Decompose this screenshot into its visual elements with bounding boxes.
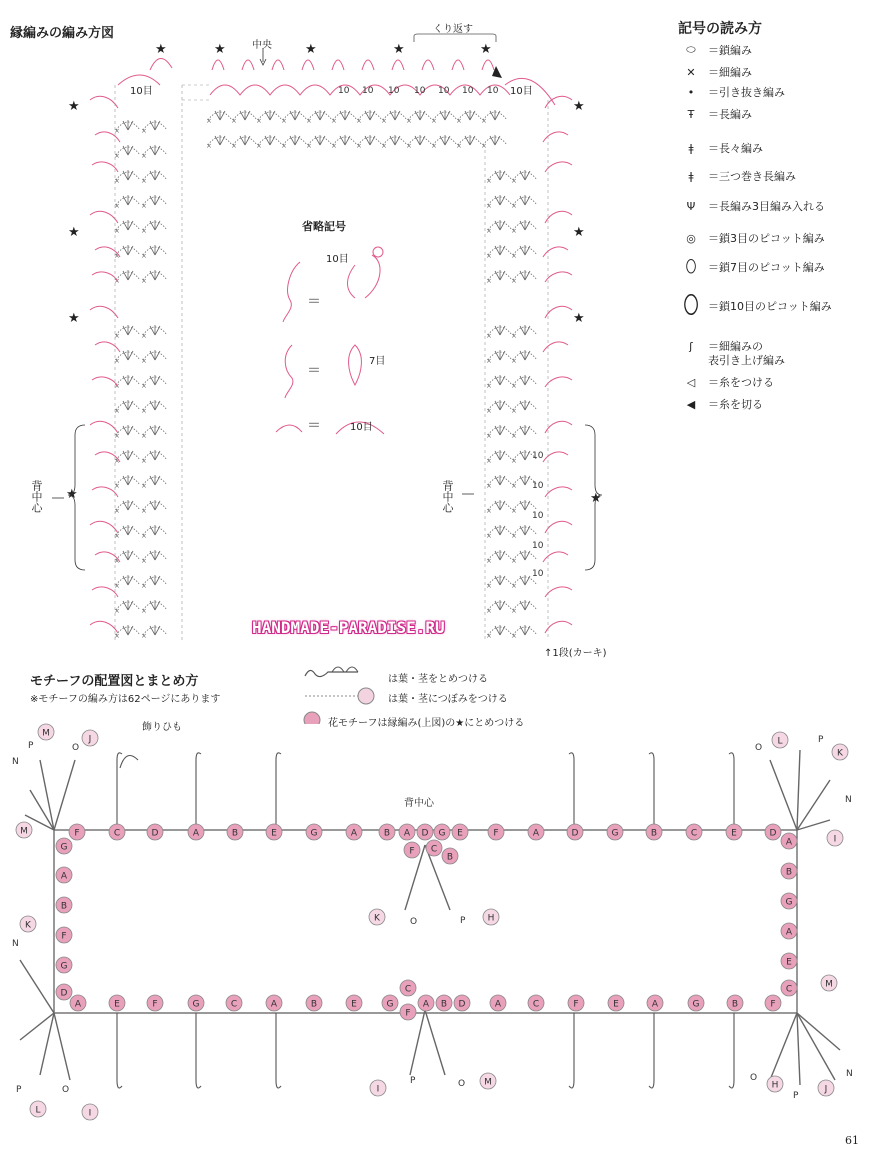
motif-E [726, 824, 742, 840]
motif-B [56, 897, 72, 913]
motif-A [647, 995, 663, 1011]
watermark: HANDMADE-PARADISE.RU [252, 618, 445, 637]
bud-label-P: P [793, 1091, 799, 1101]
abbrev-ten-me-arc: 10目 [350, 422, 373, 433]
motif-K [20, 916, 36, 932]
svg-text:F: F [152, 999, 158, 1010]
svg-text:G: G [60, 842, 68, 853]
right-picots [543, 96, 572, 633]
key3-text: 花モチーフは縁編み(上図)の★にとめつける [328, 718, 525, 729]
svg-text:H: H [771, 1080, 779, 1091]
legend-label: ＝細編みの [708, 340, 763, 353]
svg-text:B: B [731, 999, 739, 1010]
motif-D [765, 824, 781, 840]
frame [54, 830, 797, 1013]
svg-text:★: ★ [573, 99, 585, 114]
tr-icon: ǂ [688, 141, 694, 155]
legend-label: ＝長編み3目編み入れる [708, 200, 825, 213]
svg-text:A: A [532, 828, 540, 839]
svg-text:A: A [350, 828, 358, 839]
svg-text:★: ★ [68, 311, 80, 326]
svg-text:10: 10 [532, 569, 544, 579]
page-number: 61 [845, 1134, 859, 1147]
svg-text:M: M [825, 979, 833, 990]
motif-E [781, 953, 797, 969]
legend-label: ＝糸を切る [708, 398, 763, 411]
motif-D [56, 984, 72, 1000]
abbrev-symbols [276, 247, 384, 434]
motif-I [827, 830, 843, 846]
svg-text:B: B [446, 852, 454, 863]
svg-text:★: ★ [155, 42, 167, 57]
svg-text:M: M [20, 826, 28, 837]
svg-text:10: 10 [338, 86, 350, 96]
motif-G [188, 995, 204, 1011]
sc-icon: ✕ [686, 65, 696, 79]
svg-text:A: A [785, 927, 793, 938]
svg-text:＝: ＝ [307, 363, 321, 379]
motif-A [188, 824, 204, 840]
svg-text:★: ★ [573, 225, 585, 240]
svg-text:＝: ＝ [307, 418, 321, 434]
svg-text:G: G [310, 828, 318, 839]
layout-note: ※モチーフの編み方は62ページにあります [30, 694, 221, 705]
legend-item [678, 396, 763, 412]
motif-F [69, 824, 85, 840]
svg-text:10: 10 [487, 86, 499, 96]
svg-text:E: E [457, 828, 463, 839]
motif-G [56, 838, 72, 854]
repeat-bracket [414, 34, 496, 42]
motif-E [608, 995, 624, 1011]
svg-text:C: C [230, 999, 238, 1010]
svg-text:★: ★ [393, 42, 405, 57]
bud-label-P: P [410, 1076, 416, 1086]
svg-text:B: B [785, 867, 793, 878]
motif-B [306, 995, 322, 1011]
repeat-label: くり返す [433, 24, 473, 35]
motif-L [772, 732, 788, 748]
svg-text:★: ★ [66, 487, 78, 502]
equals-signs [307, 294, 321, 434]
motif-D [147, 824, 163, 840]
motif-D [567, 824, 583, 840]
svg-text:A: A [60, 871, 68, 882]
motif-J [82, 730, 98, 746]
svg-text:G: G [386, 999, 394, 1010]
svg-text:10: 10 [532, 481, 544, 491]
bud-label-P: P [28, 741, 34, 751]
legend-item [678, 140, 763, 156]
svg-text:★: ★ [68, 99, 80, 114]
motif-A [781, 833, 797, 849]
motif-C [781, 980, 797, 996]
legend-item [678, 168, 796, 184]
legend-label: ＝長編み [708, 108, 752, 121]
svg-text:K: K [25, 920, 31, 931]
legend-item [678, 198, 825, 214]
motif-C [528, 995, 544, 1011]
motif-F [147, 995, 163, 1011]
motif-A [266, 995, 282, 1011]
motif-F [56, 927, 72, 943]
legend-item [678, 64, 752, 80]
legend-label-line2: 表引き上げ編み [708, 354, 785, 367]
legend-item [678, 106, 752, 122]
svg-text:B: B [650, 828, 658, 839]
motif-I [82, 1104, 98, 1120]
svg-text:G: G [611, 828, 619, 839]
svg-text:D: D [458, 999, 466, 1010]
motif-F [400, 1004, 416, 1020]
motif-G [306, 824, 322, 840]
motif-E [346, 995, 362, 1011]
svg-text:B: B [383, 828, 391, 839]
motif-E [266, 824, 282, 840]
svg-text:A: A [74, 999, 82, 1010]
motif-M [821, 975, 837, 991]
motif-A [56, 867, 72, 883]
legend-item [678, 230, 825, 246]
center-label: 中央 [252, 40, 272, 51]
legend-label: ＝鎖編み [708, 44, 752, 57]
svg-text:★: ★ [573, 311, 585, 326]
svg-text:＝: ＝ [307, 294, 321, 310]
abbrev-ten-me: 10目 [326, 254, 349, 265]
bud-label-P: P [818, 735, 824, 745]
motif-B [442, 848, 458, 864]
picot10-icon: ⬯ [682, 290, 700, 320]
svg-text:E: E [731, 828, 737, 839]
layout-back-center: 背中心 [404, 798, 434, 809]
motif-H [483, 909, 499, 925]
motif-B [646, 824, 662, 840]
svg-text:C: C [404, 984, 412, 995]
motif-F [568, 995, 584, 1011]
svg-text:10: 10 [462, 86, 474, 96]
motif-B [379, 824, 395, 840]
bud-label-O: O [62, 1085, 70, 1095]
svg-text:A: A [192, 828, 200, 839]
dtr-icon: ǂ [688, 169, 694, 183]
bud-label-O: O [750, 1073, 758, 1083]
svg-text:D: D [571, 828, 579, 839]
svg-text:★: ★ [480, 42, 492, 57]
legend-label: ＝細編み [708, 66, 752, 79]
svg-text:E: E [351, 999, 357, 1010]
svg-text:G: G [785, 897, 793, 908]
motif-M [16, 822, 32, 838]
motif-I [370, 1080, 386, 1096]
cut-icon: ◀ [686, 397, 696, 411]
legend-item [678, 290, 832, 321]
svg-text:E: E [271, 828, 277, 839]
picot7-icon: ⬯ [685, 256, 697, 277]
motif-H [767, 1076, 783, 1092]
legend-label: ＝鎖3目のピコット編み [708, 232, 825, 245]
svg-text:10: 10 [532, 541, 544, 551]
svg-text:L: L [777, 736, 783, 747]
motif-M [38, 724, 54, 740]
svg-text:F: F [493, 828, 499, 839]
motif-A [490, 995, 506, 1011]
motif-G [781, 893, 797, 909]
right-column-fans [486, 170, 537, 640]
motif-C [226, 995, 242, 1011]
motif-E [452, 824, 468, 840]
svg-text:L: L [35, 1105, 41, 1116]
key2-text: は葉・茎につぼみをつける [388, 694, 508, 705]
bud-label-P: P [460, 916, 466, 926]
motif-G [382, 995, 398, 1011]
motif-layout [0, 720, 869, 1140]
svg-text:B: B [310, 999, 318, 1010]
svg-text:H: H [487, 913, 495, 924]
bud-label-O: O [410, 917, 418, 927]
svg-text:K: K [374, 913, 380, 924]
motif-B [227, 824, 243, 840]
svg-text:A: A [422, 999, 430, 1010]
bud-label-P: P [16, 1085, 22, 1095]
motif-E [109, 995, 125, 1011]
dc-icon: Ŧ [687, 107, 695, 121]
svg-text:I: I [833, 834, 837, 845]
legend-item [678, 374, 774, 390]
motif-A [399, 824, 415, 840]
layout-title: モチーフの配置図とまとめ方 [30, 674, 199, 689]
bud-label-O: O [458, 1079, 466, 1089]
svg-text:A: A [494, 999, 502, 1010]
motif-A [346, 824, 362, 840]
svg-text:E: E [786, 957, 792, 968]
slip-icon: • [687, 85, 695, 99]
motif-D [454, 995, 470, 1011]
bud-label-O: O [72, 743, 80, 753]
motif-K [832, 744, 848, 760]
motif-L [30, 1101, 46, 1117]
bud-label-N: N [846, 1069, 853, 1079]
bud-label-N: N [845, 795, 852, 805]
svg-text:G: G [60, 961, 68, 972]
row1-label: ↑1段(カーキ) [544, 648, 607, 659]
svg-text:G: G [692, 999, 700, 1010]
svg-text:10: 10 [362, 86, 374, 96]
svg-text:I: I [88, 1108, 92, 1119]
key1-text: は葉・茎をとめつける [388, 674, 488, 685]
svg-text:J: J [824, 1084, 828, 1095]
cord-label: 飾りひも [142, 722, 182, 733]
ten-me-label-right: 10目 [510, 86, 533, 97]
motif-A [781, 923, 797, 939]
chain-icon: ⬭ [686, 43, 696, 56]
svg-text:M: M [484, 1077, 492, 1088]
chart-title: 縁編みの編み方図 [10, 26, 115, 41]
motif-D [417, 824, 433, 840]
svg-text:10: 10 [438, 86, 450, 96]
svg-text:M: M [42, 728, 50, 739]
join-icon: ◁ [686, 375, 696, 389]
svg-text:10: 10 [532, 451, 544, 461]
legend-item [678, 42, 752, 58]
svg-text:C: C [532, 999, 540, 1010]
motif-F [765, 995, 781, 1011]
svg-text:K: K [837, 748, 843, 759]
svg-text:D: D [60, 988, 68, 999]
guide-lines [115, 85, 548, 640]
svg-text:A: A [270, 999, 278, 1010]
motif-A [70, 995, 86, 1011]
svg-text:★: ★ [68, 225, 80, 240]
motif-K [369, 909, 385, 925]
abbrev-title: 省略記号 [302, 220, 346, 233]
dc3-icon: Ψ [686, 199, 696, 213]
motif-A [528, 824, 544, 840]
motif-M [480, 1073, 496, 1089]
branches [20, 750, 840, 1085]
svg-text:A: A [403, 828, 411, 839]
svg-text:C: C [430, 844, 438, 855]
svg-text:★: ★ [305, 42, 317, 57]
ten-me-label-left: 10目 [130, 86, 153, 97]
svg-text:10: 10 [414, 86, 426, 96]
motif-C [109, 824, 125, 840]
bud-label-N: N [12, 939, 19, 949]
motif-J [818, 1080, 834, 1096]
svg-text:G: G [438, 828, 446, 839]
svg-text:F: F [405, 1008, 411, 1019]
legend-label: ＝三つ巻き長編み [708, 170, 796, 183]
svg-text:J: J [88, 734, 92, 745]
top-band-fans [206, 110, 507, 150]
motif-C [426, 840, 442, 856]
abbrev-seven-me: 7目 [369, 356, 386, 367]
svg-text:F: F [573, 999, 579, 1010]
left-column-fans [114, 120, 167, 640]
svg-text:B: B [60, 901, 68, 912]
legend-item [678, 256, 825, 277]
motif-B [727, 995, 743, 1011]
motif-B [781, 863, 797, 879]
legend-label: ＝糸をつける [708, 376, 774, 389]
fpsc-icon: ʃ [689, 339, 693, 353]
motif-A [418, 995, 434, 1011]
legend-title: 記号の読み方 [678, 21, 762, 37]
svg-text:F: F [61, 931, 67, 942]
svg-text:F: F [409, 846, 415, 857]
bud-label-N: N [12, 757, 19, 767]
svg-text:★: ★ [214, 42, 226, 57]
svg-text:A: A [651, 999, 659, 1010]
svg-text:B: B [440, 999, 448, 1010]
legend-item [678, 84, 785, 100]
svg-text:E: E [114, 999, 120, 1010]
motif-F [404, 842, 420, 858]
svg-text:★: ★ [590, 491, 602, 506]
svg-text:B: B [231, 828, 239, 839]
motif-B [436, 995, 452, 1011]
motif-F [488, 824, 504, 840]
svg-text:F: F [770, 999, 776, 1010]
cords [117, 753, 734, 1088]
motif-G [434, 824, 450, 840]
legend-item [678, 338, 785, 367]
svg-text:C: C [113, 828, 121, 839]
motif-C [686, 824, 702, 840]
legend-label: ＝鎖7目のピコット編み [708, 260, 825, 274]
svg-text:F: F [74, 828, 80, 839]
bud-label-O: O [755, 743, 763, 753]
legend-label: ＝引き抜き編み [708, 86, 785, 99]
svg-text:G: G [192, 999, 200, 1010]
svg-text:10: 10 [532, 511, 544, 521]
back-center-right: 背中心 [441, 480, 454, 513]
svg-text:C: C [690, 828, 698, 839]
picot3-icon: ◎ [686, 231, 696, 245]
svg-text:A: A [785, 837, 793, 848]
svg-text:D: D [151, 828, 159, 839]
top-picots [118, 58, 555, 105]
svg-text:D: D [421, 828, 429, 839]
motif-C [400, 980, 416, 996]
motif-G [56, 957, 72, 973]
motif-G [607, 824, 623, 840]
back-center-left: 背中心 [30, 480, 43, 513]
legend-label: ＝長々編み [708, 142, 763, 155]
svg-text:C: C [785, 984, 793, 995]
svg-text:10: 10 [388, 86, 400, 96]
motif-G [688, 995, 704, 1011]
svg-text:E: E [613, 999, 619, 1010]
legend-label: ＝鎖10目のピコット編み [708, 299, 832, 313]
svg-text:D: D [769, 828, 777, 839]
svg-text:I: I [376, 1084, 380, 1095]
